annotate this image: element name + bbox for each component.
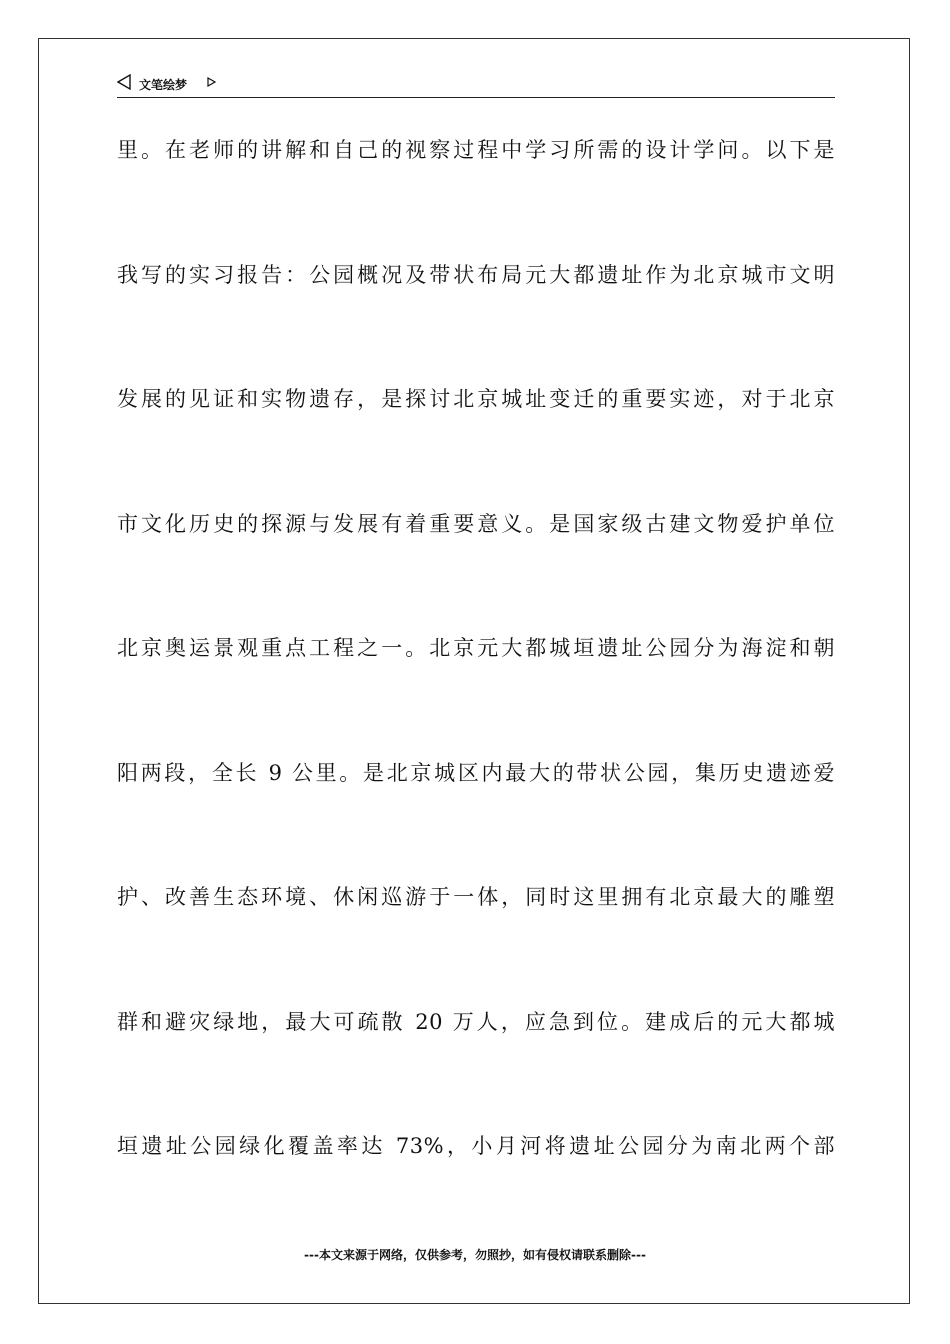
text-line: 发展的见证和实物遗存，是探讨北京城址变迁的重要实迹，对于北京 (117, 387, 835, 411)
text-line: 市文化历史的探源与发展有着重要意义。是国家级古建文物爱护单位 (117, 511, 835, 536)
right-triangle-icon (207, 77, 216, 87)
page-header (117, 72, 835, 98)
text-line: 垣遗址公园绿化覆盖率达 73%，小月河将遗址公园分为南北两个部 (117, 1134, 835, 1158)
text-line: 阳两段，全长 9 公里。是北京城区内最大的带状公园，集历史遗迹爱 (117, 760, 835, 785)
text-line: 北京奥运景观重点工程之一。北京元大都城垣遗址公园分为海淀和朝 (117, 636, 835, 660)
page-footer-disclaimer: ---本文来源于网络，仅供参考，勿照抄，如有侵权请联系删除--- (304, 1248, 646, 1262)
header-title: 文笔绘梦 (139, 78, 188, 92)
text-line: 护、改善生态环境、休闲巡游于一体，同时这里拥有北京最大的雕塑 (117, 885, 835, 909)
text-line: 我写的实习报告：公园概况及带状布局元大都遗址作为北京城市文明 (117, 262, 835, 287)
left-triangle-icon (117, 74, 131, 90)
document-body (117, 125, 835, 1246)
text-line: 里。在老师的讲解和自己的视察过程中学习所需的设计学问。以下是 (117, 138, 835, 162)
text-line: 群和避灾绿地，最大可疏散 20 万人，应急到位。建成后的元大都城 (117, 1009, 835, 1034)
